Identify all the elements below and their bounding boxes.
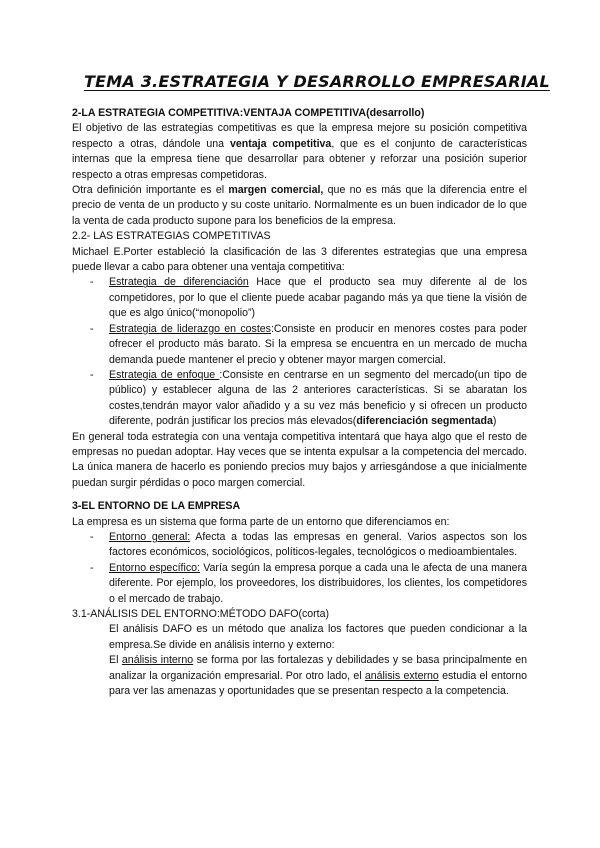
dash-bullet: - — [90, 530, 94, 543]
section-3-heading: 3-EL ENTORNO DE LA EMPRESA — [72, 500, 241, 513]
text-run: , que es el conjunto de características internas que la empresa tiene que desarrollar para obtener y reforzar una posición superior respecto a otras empresas competidoras. — [72, 137, 528, 181]
list-text: Varía según la empresa porque a cada una le afecta de una manera diferente. Por ejemplo, los proveedores, los distribuidores, los clientes, los competidores o el mercado de trabajo. — [109, 561, 527, 605]
subsection-2-2-heading: 2.2- LAS ESTRATEGIAS COMPETITIVAS — [72, 230, 271, 243]
environment-list — [72, 530, 527, 607]
paragraph: Michael E.Porter estableció la clasificación de las 3 diferentes estrategias que una empresa puede llevar a cabo para obtener una ventaja competitiva: — [72, 245, 527, 274]
list-item — [72, 275, 527, 321]
text-run: que no es más que la diferencia entre el precio de venta de un producto y su coste unitario. Normalmente es un buen indicador de lo que la venta de cada producto supone para los beneficios de la empresa. — [72, 184, 527, 227]
bold-term: diferenciación segmentada — [356, 415, 493, 428]
underlined-term: análisis externo — [364, 669, 439, 682]
list-text: ) — [492, 415, 497, 428]
list-item — [72, 368, 527, 430]
list-text: :Consiste en centrarse en un segmento del mercado(un tipo de público) y establecer alguna de las 2 anteriores características. Si se abaratan los costes,tendrán mayor valor añadido y a su vez más beneficio y si ofrecen un producto diferente, podrán justificar los precios más elevados( — [109, 368, 527, 428]
dash-bullet: - — [90, 561, 94, 574]
section-2-heading: 2-LA ESTRATEGIA COMPETITIVA:VENTAJA COMPETITIVA(desarrollo) — [72, 107, 425, 119]
dash-bullet: - — [90, 322, 94, 335]
text-run: estudia el entorno para ver las amenazas y oportunidades que se presentan respecto a la competencia. — [109, 669, 527, 698]
list-term: Entorno específico: — [109, 561, 200, 574]
dash-bullet: - — [90, 368, 94, 381]
list-item — [72, 561, 527, 607]
text-run: Otra definición importante es el — [72, 184, 229, 197]
strategy-list — [72, 275, 527, 429]
document-body — [72, 106, 527, 699]
list-term: Estrategia de diferenciación — [109, 276, 249, 289]
text-run: El objetivo de las estrategias competitivas es que la empresa mejore su posición competitiva respecto a otras, dándole una — [72, 122, 527, 150]
paragraph: El análisis DAFO es un método que analiza los factores que pueden condicionar a la empresa.Se divide en análisis interno y externo: — [109, 623, 527, 651]
text-run: se forma por las fortalezas y debilidades y se basa principalmente en analizar la organización empresarial. Por otro lado, el — [109, 654, 527, 682]
list-item — [72, 530, 527, 561]
underlined-term: análisis interno — [121, 654, 194, 667]
list-text: :Consiste en producir en menores costes para poder ofrecer el producto más barato. Si la empresa se encuentra en un mercado de mucha demanda puede mantener el precio y obtener mayor margen comercial. — [109, 322, 527, 366]
list-term: Estrategia de enfoque — [109, 368, 220, 381]
paragraph: En general toda estrategia con una ventaja competitiva intentará que haya algo que el resto de empresas no puedan adoptar. Hay veces que se intenta expulsar a la competencia del mercado. La única manera de hacerlo es poniendo precios muy bajos y arriesgándose a que inicialmente puedan surgir pérdidas o poco margen comercial. — [72, 430, 527, 489]
paragraph: La empresa es un sistema que forma parte de un entorno que diferenciamos en: — [72, 515, 450, 528]
bold-term: margen comercial, — [228, 184, 324, 197]
document-title: TEMA 3.ESTRATEGIA Y DESARROLLO EMPRESARIAL — [84, 72, 550, 91]
dash-bullet: - — [90, 276, 94, 289]
subsection-3-1-heading: 3.1-ANÁLISIS DEL ENTORNO:MÉTODO DAFO(corta) — [72, 608, 330, 620]
paragraph — [72, 121, 527, 183]
list-item — [72, 322, 527, 368]
text-run: El — [109, 654, 122, 667]
bold-term: ventaja competitiva — [230, 137, 332, 150]
list-term: Estrategia de liderazgo en costes — [109, 322, 271, 335]
paragraph — [72, 183, 527, 229]
list-text: Afecta a todas las empresas en general. Varios aspectos son los factores económicos, sociológicos, políticos-legales, tecnológicos o medioambientales. — [109, 530, 527, 559]
paragraph — [109, 653, 527, 699]
list-term: Entorno general: — [109, 530, 191, 543]
list-text: Hace que el producto sea muy diferente al de los competidores, por lo que el cliente puede acabar pagando más ya que tiene la visión de que es algo único(“monopolio”) — [109, 276, 527, 320]
dafo-block — [72, 622, 527, 699]
